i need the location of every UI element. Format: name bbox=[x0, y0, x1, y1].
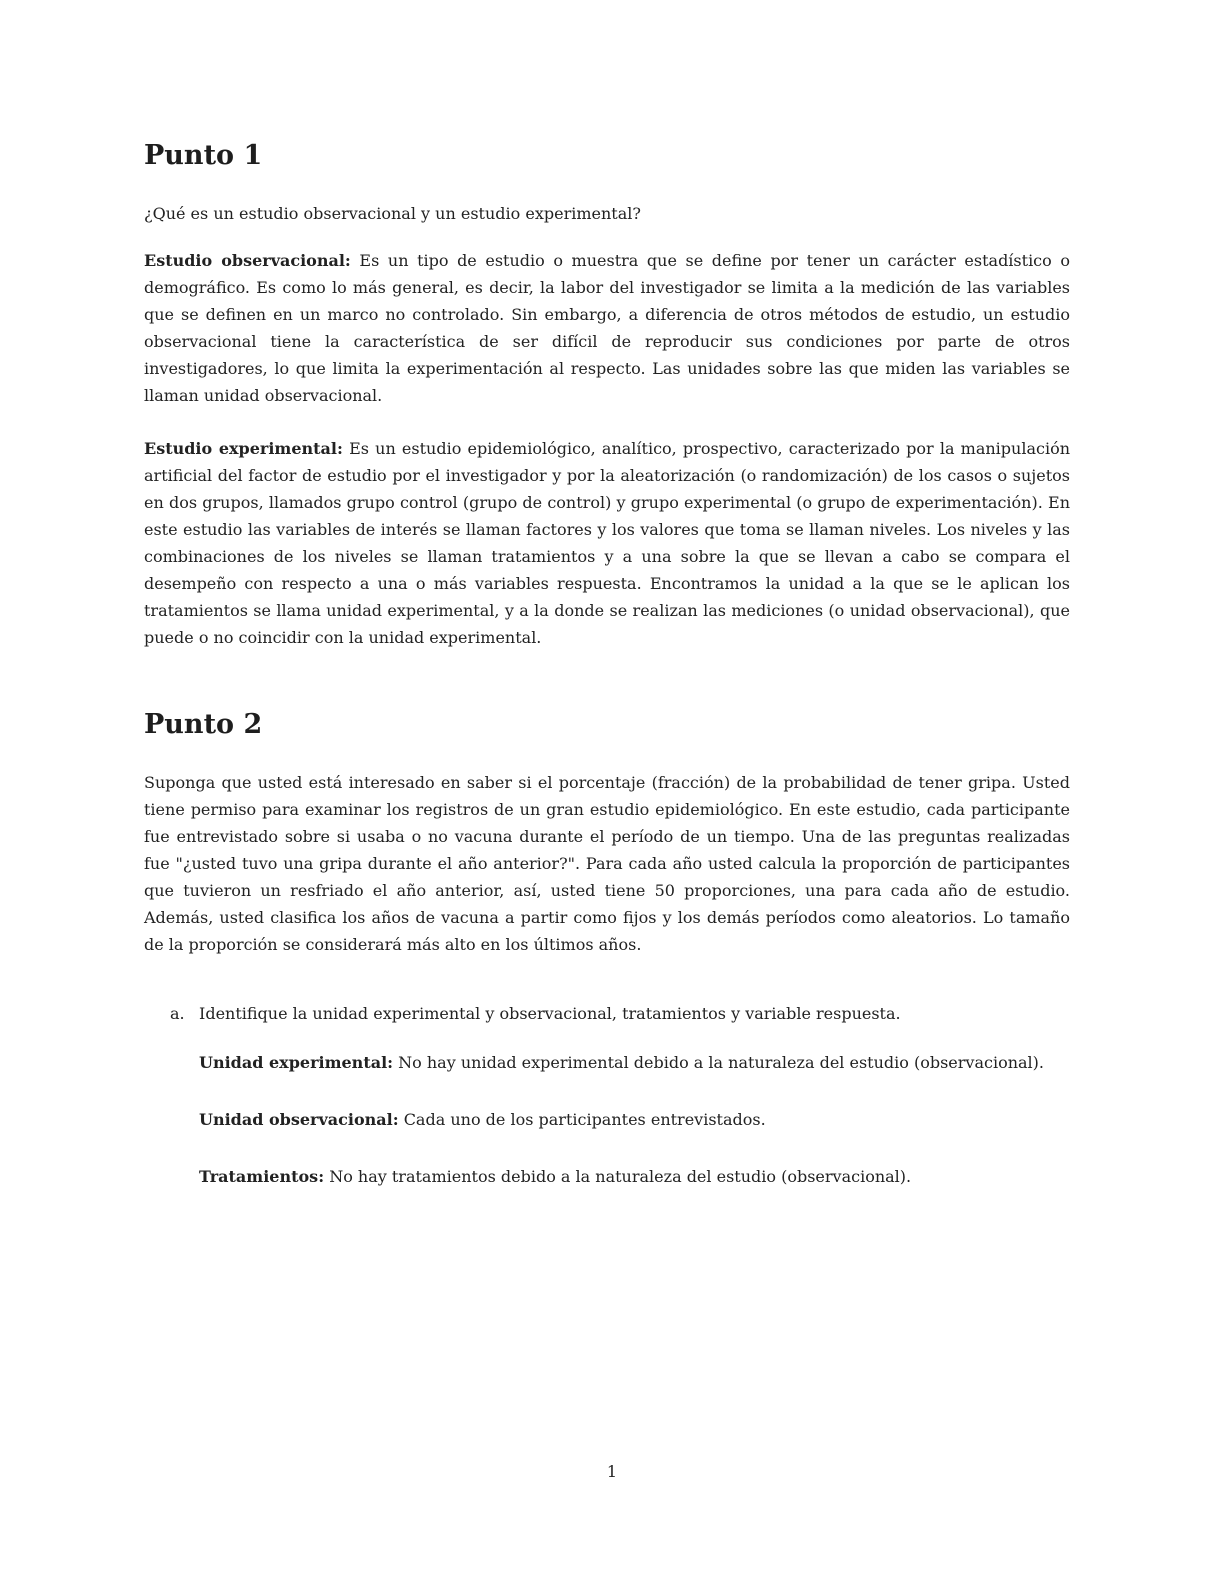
answer-treatments bbox=[199, 1163, 1070, 1190]
term-label: Estudio observacional: bbox=[144, 251, 351, 270]
section-punto-1 bbox=[144, 138, 1070, 651]
question-text: ¿Qué es un estudio observacional y un estudio experimental? bbox=[144, 204, 641, 223]
page-number: 1 bbox=[606, 1462, 618, 1481]
term-label: Unidad experimental: bbox=[199, 1053, 394, 1072]
paragraph-experimental-study bbox=[144, 435, 1070, 651]
term-label: Unidad observacional: bbox=[199, 1110, 399, 1129]
term-definition: Cada uno de los participantes entrevistados. bbox=[403, 1110, 766, 1129]
section-heading: Punto 2 bbox=[144, 709, 263, 740]
list-item-text: Identifique la unidad experimental y observacional, tratamientos y variable respuesta. bbox=[199, 1004, 901, 1023]
term-definition: Es un tipo de estudio o muestra que se define por tener un carácter estadístico o demográfico. Es como lo más general, es decir, la labor del investigador se limita a la medición de las variables que se definen en un marco no controlado. Sin embargo, a diferencia de otros métodos de estudio, un estudio observacional tiene la característica de ser difícil de reproducir sus condiciones por parte de otros investigadores, lo que limita la experimentación al respecto. Las unidades sobre las que miden las variables se llaman unidad observacional. bbox=[144, 251, 1070, 405]
problem-statement: Suponga que usted está interesado en saber si el porcentaje (fracción) de la probabilidad de tener gripa. Usted tiene permiso para examinar los registros de un gran estudio epidemiológico. En este estudio, cada participante fue entrevistado sobre si usaba o no vacuna durante el período de un tiempo. Una de las preguntas realizadas fue "¿usted tuvo una gripa durante el año anterior?". Para cada año usted calcula la proporción de participantes que tuvieron un resfriado el año anterior, así, usted tiene 50 proporciones, una para cada año de estudio. Además, usted clasifica los años de vacuna a partir como fijos y los demás períodos como aleatorios. Lo tamaño de la proporción se considerará más alto en los últimos años. bbox=[144, 773, 1070, 954]
section-punto-2 bbox=[144, 707, 1070, 1190]
term-definition: No hay unidad experimental debido a la naturaleza del estudio (observacional). bbox=[398, 1053, 1044, 1072]
list-item bbox=[144, 1000, 1070, 1027]
list-marker: a. bbox=[170, 1004, 185, 1023]
question-list bbox=[144, 1000, 1070, 1027]
document-body bbox=[144, 138, 1070, 1190]
term-definition: No hay tratamientos debido a la naturaleza del estudio (observacional). bbox=[329, 1167, 912, 1186]
section-heading: Punto 1 bbox=[144, 140, 263, 171]
answer-experimental-unit bbox=[199, 1049, 1070, 1076]
paragraph-observational-study bbox=[144, 247, 1070, 409]
section-spacer bbox=[144, 677, 1070, 707]
answer-observational-unit bbox=[199, 1106, 1070, 1133]
term-label: Estudio experimental: bbox=[144, 439, 343, 458]
term-label: Tratamientos: bbox=[199, 1167, 325, 1186]
term-definition: Es un estudio epidemiológico, analítico, prospectivo, caracterizado por la manipulación artificial del factor de estudio por el investigador y por la aleatorización (o randomización) de los casos o sujetos en dos grupos, llamados grupo control (grupo de control) y grupo experimental (o grupo de experimentación). En este estudio las variables de interés se llaman factores y los valores que toma se llaman niveles. Los niveles y las combinaciones de los niveles se llaman tratamientos y a una sobre la que se llevan a cabo se compara el desempeño con respecto a una o más variables respuesta. Encontramos la unidad a la que se le aplican los tratamientos se llama unidad experimental, y a la donde se realizan las mediciones (o unidad observacional), que puede o no coincidir con la unidad experimental. bbox=[144, 439, 1071, 647]
